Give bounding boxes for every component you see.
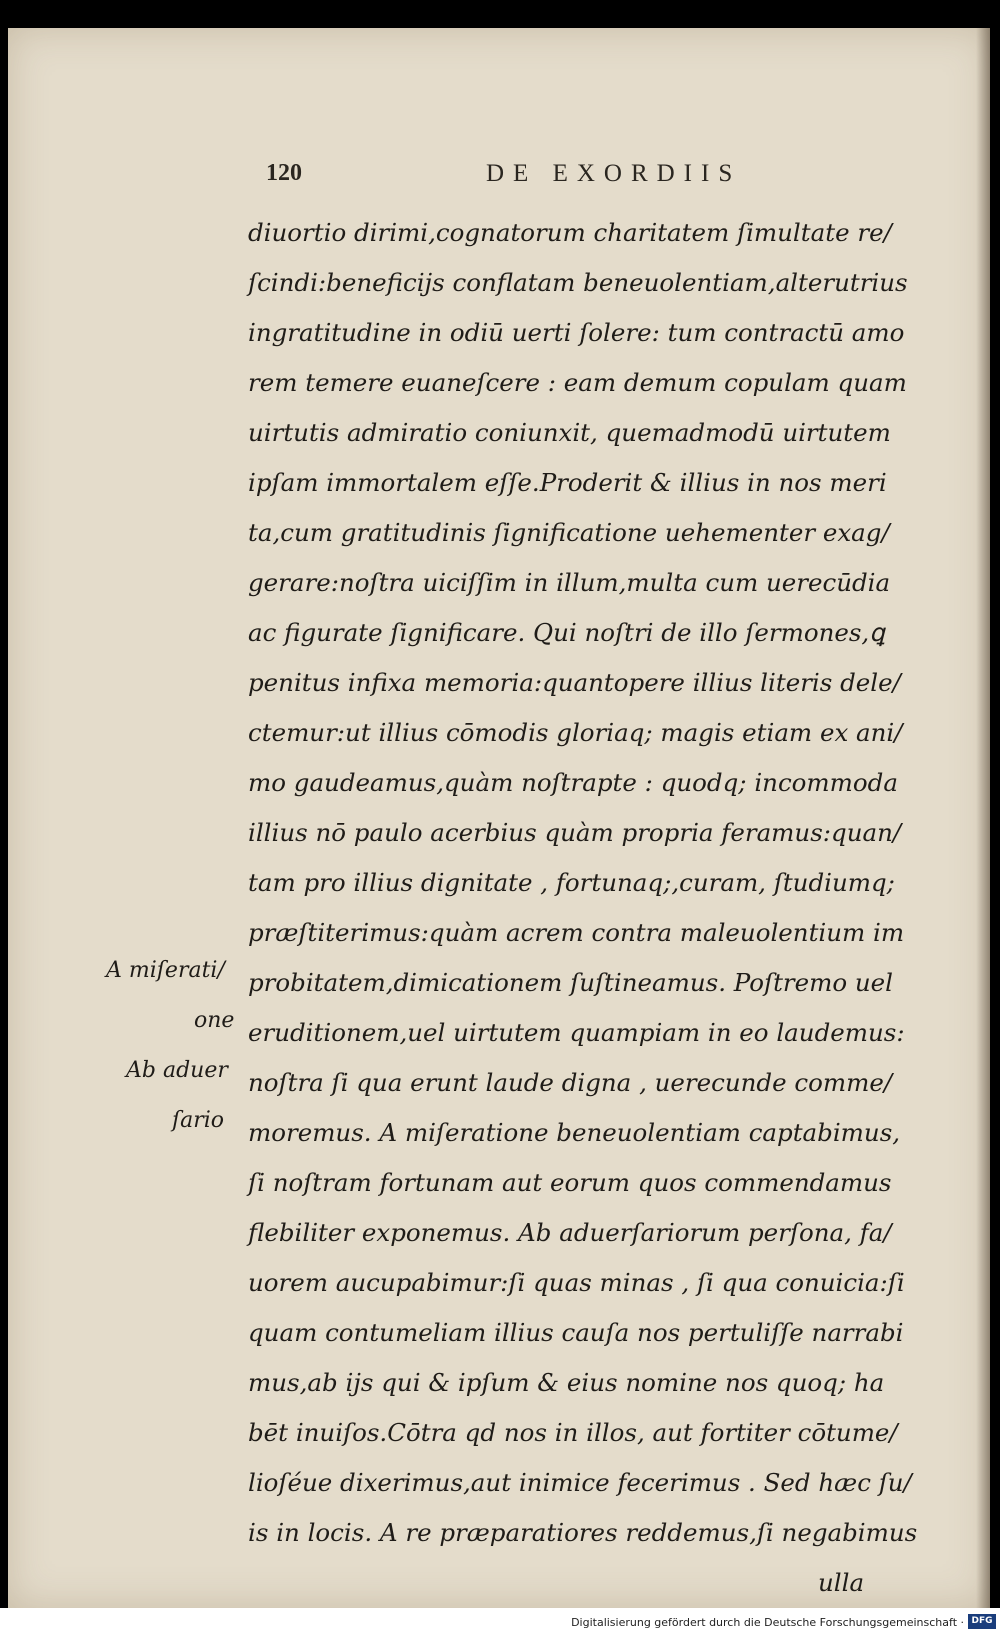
text-line: bēt inuiſos.Cōtra qd nos in illos, aut fortiter cōtume/ <box>248 1418 898 1447</box>
text-line: ipſam immortalem eſſe.Proderit & illius in nos meri <box>248 468 887 497</box>
text-line: lioſéue dixerimus,aut inimice fecerimus . Sed hæc ſu/ <box>248 1468 912 1497</box>
text-line: probitatem,dimicationem ſuſtineamus. Poſtremo uel <box>248 968 894 997</box>
body-text <box>248 208 968 1608</box>
text-line: uorem aucupabimur:ſi quas minas , ſi qua conuicia:ſi <box>248 1268 905 1297</box>
margin-note: A miſerati/ <box>106 958 225 983</box>
footer-bar <box>0 1608 1000 1640</box>
text-line: noſtra ſi qua erunt laude digna , uerecunde comme/ <box>248 1068 893 1097</box>
page-gutter-shadow <box>976 28 990 1608</box>
book-page <box>8 28 990 1608</box>
text-line: ſcindi:beneficijs conflatam beneuolentiam,alterutrius <box>248 268 908 297</box>
page-number: 120 <box>266 160 302 186</box>
text-line: flebiliter exponemus. Ab aduerſariorum perſona, fa/ <box>248 1218 892 1247</box>
text-line: uirtutis admiratio coniunxit, quemadmodū uirtutem <box>248 418 891 447</box>
text-line: gerare:noſtra uiciſſim in illum,multa cum uerecūdia <box>248 568 891 597</box>
text-line: eruditionem,uel uirtutem quampiam in eo laudemus: <box>248 1018 905 1047</box>
text-line: rem temere euaneſcere : eam demum copulam quam <box>248 368 907 397</box>
text-line: ta,cum gratitudinis ſignificatione uehementer exag/ <box>248 518 890 547</box>
text-line: præſtiterimus:quàm acrem contra maleuolentium im <box>248 918 905 947</box>
margin-note: ſario <box>172 1108 225 1133</box>
text-line: tam pro illius dignitate , fortunaq;,curam, ſtudiumq; <box>248 868 895 897</box>
funding-credit: Digitalisierung gefördert durch die Deutsche Forschungsgemeinschaft · <box>571 1616 964 1629</box>
margin-note: Ab aduer <box>126 1058 228 1083</box>
margin-note: one <box>194 1008 235 1033</box>
text-line: illius nō paulo acerbius quàm propria feramus:quan/ <box>248 818 902 847</box>
text-line: quam contumeliam illius cauſa nos pertuliſſe narrabi <box>248 1318 904 1347</box>
text-line: is in locis. A re præparatiores reddemus,ſi negabimus <box>248 1518 918 1547</box>
text-line: diuortio dirimi,cognatorum charitatem ſimultate re/ <box>248 218 892 247</box>
text-line: ſi noſtram fortunam aut eorum quos commendamus <box>248 1168 892 1197</box>
dfg-logo: DFG <box>968 1614 996 1629</box>
text-line: mus,ab ijs qui & ipſum & eius nomine nos quoq; ha <box>248 1368 885 1397</box>
text-line: ctemur:ut illius cōmodis gloriaq; magis etiam ex ani/ <box>248 718 903 747</box>
catchword: ulla <box>818 1568 865 1597</box>
text-line: ingratitudine in odiū uerti ſolere: tum contractū amo <box>248 318 905 347</box>
text-line: penitus infixa memoria:quantopere illius literis dele/ <box>248 668 901 697</box>
running-head-title: DE EXORDIIS <box>486 160 742 187</box>
text-line: moremus. A miſeratione beneuolentiam captabimus, <box>248 1118 901 1147</box>
text-line: ac figurate ſignificare. Qui noſtri de illo ſermones,ꝗ <box>248 618 885 647</box>
running-head <box>266 138 786 188</box>
text-line: mo gaudeamus,quàm noſtrapte : quodq; incommoda <box>248 768 898 797</box>
